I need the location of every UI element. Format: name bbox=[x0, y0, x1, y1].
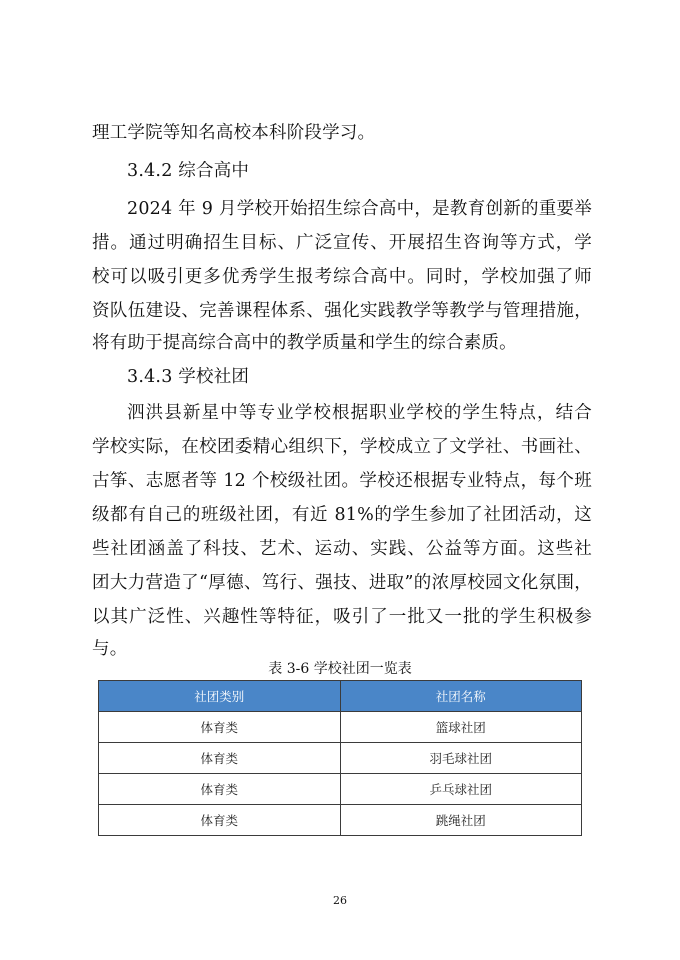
paragraph-line: 资队伍建设、完善课程体系、强化实践教学等教学与管理措施， bbox=[92, 301, 592, 321]
paragraph-line: 级都有自己的班级社团，有近 81%的学生参加了社团活动，这 bbox=[92, 505, 592, 525]
cell-club-name: 乒乓球社团 bbox=[340, 774, 582, 805]
cell-club-name: 篮球社团 bbox=[340, 712, 582, 743]
club-table bbox=[98, 680, 582, 836]
paragraph-line: 些社团涵盖了科技、艺术、运动、实践、公益等方面。这些社 bbox=[92, 539, 592, 559]
paragraph-line: 将有助于提高综合高中的教学质量和学生的综合素质。 bbox=[92, 333, 517, 353]
cell-category: 体育类 bbox=[99, 805, 341, 836]
table-row bbox=[99, 805, 582, 836]
section-heading-3-4-3: 3.4.3 学校社团 bbox=[127, 367, 250, 387]
cell-category: 体育类 bbox=[99, 743, 341, 774]
paragraph-line: 2024 年 9 月学校开始招生综合高中，是教育创新的重要举 bbox=[127, 199, 592, 219]
table-header-row bbox=[99, 681, 582, 712]
table-caption: 表 3-6 学校社团一览表 bbox=[268, 661, 412, 677]
paragraph-line: 理工学院等知名高校本科阶段学习。 bbox=[92, 123, 376, 143]
paragraph-line: 以其广泛性、兴趣性等特征，吸引了一批又一批的学生积极参 bbox=[92, 607, 592, 627]
paragraph-line: 与。 bbox=[92, 639, 128, 659]
page-number: 26 bbox=[333, 894, 347, 907]
table-row bbox=[99, 774, 582, 805]
table-row bbox=[99, 712, 582, 743]
table-row bbox=[99, 743, 582, 774]
cell-club-name: 跳绳社团 bbox=[340, 805, 582, 836]
column-header-name: 社团名称 bbox=[340, 681, 582, 712]
paragraph-line: 泗洪县新星中等专业学校根据职业学校的学生特点，结合 bbox=[127, 403, 592, 423]
column-header-category: 社团类别 bbox=[99, 681, 341, 712]
cell-club-name: 羽毛球社团 bbox=[340, 743, 582, 774]
paragraph-line: 古筝、志愿者等 12 个校级社团。学校还根据专业特点，每个班 bbox=[92, 471, 592, 491]
paragraph-line: 校可以吸引更多优秀学生报考综合高中。同时，学校加强了师 bbox=[92, 267, 592, 287]
section-heading-3-4-2: 3.4.2 综合高中 bbox=[127, 161, 250, 181]
cell-category: 体育类 bbox=[99, 774, 341, 805]
paragraph-line: 学校实际，在校团委精心组织下，学校成立了文学社、书画社、 bbox=[92, 437, 592, 457]
paragraph-line: 团大力营造了“厚德、笃行、强技、进取”的浓厚校园文化氛围， bbox=[92, 573, 592, 593]
cell-category: 体育类 bbox=[99, 712, 341, 743]
paragraph-line: 措。通过明确招生目标、广泛宣传、开展招生咨询等方式，学 bbox=[92, 233, 592, 253]
